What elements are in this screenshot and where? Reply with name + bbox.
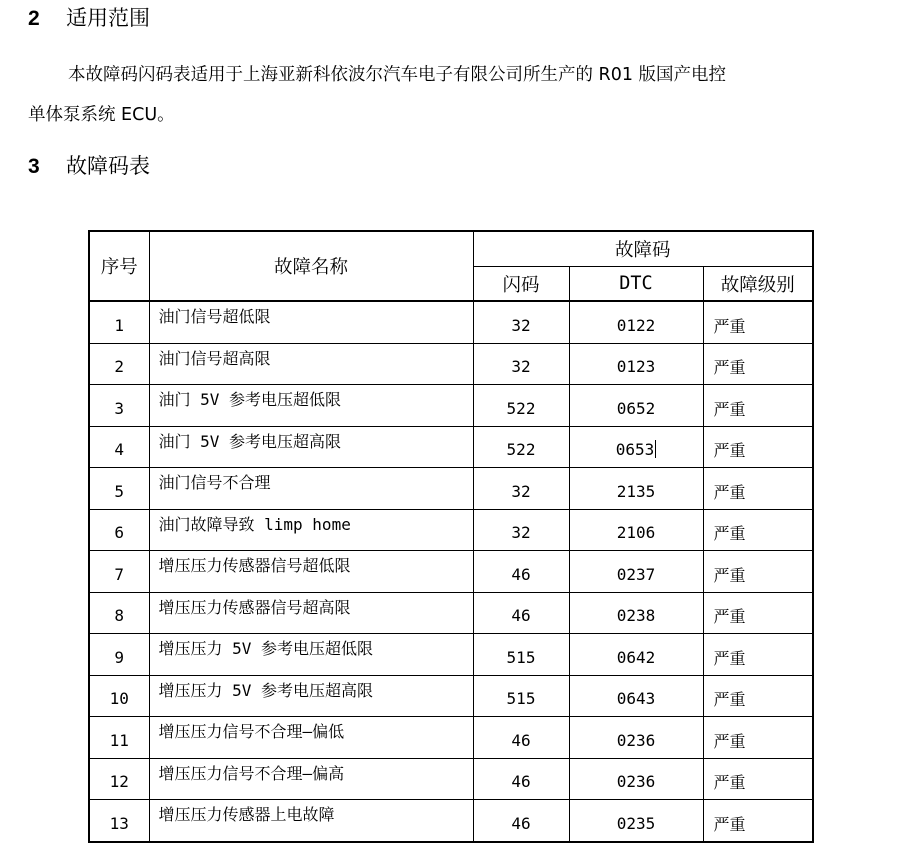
cell-seq-text: 1 [114, 315, 125, 335]
cell-fault-name [149, 675, 473, 717]
cell-seq [89, 301, 149, 343]
cell-dtc-text: 2106 [616, 523, 656, 543]
table-row [89, 385, 813, 427]
cell-flash-code-text: 515 [506, 647, 536, 667]
cell-fault-name-text: 油门信号超低限 [158, 307, 271, 326]
cell-seq-text: 5 [114, 481, 125, 501]
cell-fault-name [149, 592, 473, 634]
cell-fault-level-text: 严重 [713, 482, 746, 502]
cell-fault-name [149, 468, 473, 510]
cell-dtc [569, 343, 703, 385]
cell-fault-name [149, 634, 473, 676]
cell-fault-level [703, 343, 813, 385]
section-2-heading [28, 4, 150, 33]
cell-dtc-text: 0642 [616, 647, 656, 667]
cell-fault-level-text: 严重 [713, 399, 746, 419]
cell-dtc-text: 0236 [616, 772, 656, 792]
cell-fault-level-text: 严重 [713, 648, 746, 668]
cell-fault-level [703, 758, 813, 800]
cell-dtc-text: 0238 [616, 606, 656, 626]
cell-dtc-text: 0653 [615, 440, 655, 460]
cell-fault-name-text: 增压压力 5V 参考电压超低限 [158, 639, 374, 658]
cell-flash-code [473, 301, 569, 343]
table-row [89, 301, 813, 343]
table-row [89, 426, 813, 468]
cell-fault-name [149, 800, 473, 842]
header-code-group: 故障码 [473, 231, 813, 267]
cell-dtc [569, 426, 703, 468]
cell-dtc [569, 592, 703, 634]
cell-seq [89, 385, 149, 427]
cell-flash-code-text: 46 [511, 772, 531, 792]
cell-seq-text: 9 [114, 647, 125, 667]
cell-fault-level [703, 426, 813, 468]
cell-dtc-text: 0122 [616, 315, 656, 335]
cell-fault-level-text: 严重 [713, 773, 746, 793]
section-2-title: 适用范围 [66, 6, 150, 30]
cell-dtc-text: 0236 [616, 730, 656, 750]
cell-seq-text: 12 [109, 772, 129, 792]
cell-flash-code-text: 46 [511, 813, 531, 833]
cell-seq-text: 11 [109, 730, 129, 750]
cell-seq [89, 675, 149, 717]
cell-fault-name [149, 509, 473, 551]
section-3-heading [28, 152, 150, 181]
cell-flash-code-text: 32 [511, 315, 531, 335]
cell-dtc [569, 551, 703, 593]
cell-fault-name [149, 426, 473, 468]
cell-flash-code-text: 522 [506, 398, 536, 418]
cell-fault-name-text: 增压压力信号不合理—偏低 [158, 722, 345, 741]
cell-flash-code-text: 46 [511, 564, 531, 584]
cell-seq-text: 10 [109, 689, 129, 709]
section-3-number: 3 [28, 155, 40, 178]
header-level: 故障级别 [703, 267, 813, 302]
scope-paragraph-line-1: 本故障码闪码表适用于上海亚新科依波尔汽车电子有限公司所生产的 R01 版国产电控 [68, 65, 727, 85]
cell-dtc [569, 675, 703, 717]
cell-fault-level [703, 509, 813, 551]
cell-dtc [569, 509, 703, 551]
table-row [89, 509, 813, 551]
cell-flash-code [473, 675, 569, 717]
cell-fault-level-text: 严重 [713, 731, 746, 751]
cell-seq-text: 7 [114, 564, 125, 584]
table-row [89, 634, 813, 676]
cell-fault-name-text: 增压压力传感器信号超高限 [158, 597, 351, 617]
cell-fault-name [149, 551, 473, 593]
cell-seq [89, 800, 149, 842]
cell-dtc-text: 0237 [616, 564, 656, 584]
cell-seq [89, 592, 149, 634]
cell-flash-code-text: 46 [511, 730, 531, 750]
cell-flash-code [473, 343, 569, 385]
cell-fault-name [149, 717, 473, 759]
cell-dtc [569, 385, 703, 427]
cell-dtc [569, 634, 703, 676]
header-name: 故障名称 [149, 231, 473, 301]
cell-fault-name-text: 增压压力传感器信号超低限 [158, 556, 351, 575]
table-row [89, 800, 813, 842]
cell-seq [89, 426, 149, 468]
table-row [89, 717, 813, 759]
cell-seq [89, 468, 149, 510]
cell-dtc [569, 301, 703, 343]
cell-flash-code [473, 717, 569, 759]
cell-flash-code-text: 46 [511, 606, 531, 626]
cell-seq [89, 509, 149, 551]
table-row [89, 468, 813, 510]
cell-fault-name-text: 油门 5V 参考电压超低限 [158, 390, 342, 409]
cell-seq [89, 551, 149, 593]
cell-flash-code [473, 592, 569, 634]
cell-dtc [569, 468, 703, 510]
cell-flash-code [473, 551, 569, 593]
cell-flash-code [473, 800, 569, 842]
cell-fault-level [703, 675, 813, 717]
cell-fault-level-text: 严重 [713, 358, 746, 378]
cell-dtc [569, 758, 703, 800]
cell-flash-code [473, 385, 569, 427]
cell-flash-code [473, 426, 569, 468]
cell-flash-code [473, 468, 569, 510]
cell-seq-text: 4 [114, 440, 125, 460]
cell-seq-text: 3 [114, 398, 125, 418]
fault-code-table-wrapper [88, 230, 814, 843]
section-3-title: 故障码表 [66, 154, 150, 178]
cell-dtc-text: 0643 [616, 689, 656, 709]
header-seq: 序号 [89, 231, 149, 301]
fault-code-table-body [89, 301, 813, 842]
table-row [89, 758, 813, 800]
cell-seq [89, 343, 149, 385]
cell-flash-code-text: 515 [506, 689, 536, 709]
cell-fault-level-text: 严重 [713, 524, 746, 544]
cell-dtc-text: 0235 [616, 813, 656, 833]
cell-fault-level [703, 301, 813, 343]
cell-dtc-text: 0652 [616, 398, 656, 418]
cell-fault-name-text: 油门故障导致 limp home [158, 514, 351, 534]
table-row [89, 592, 813, 634]
cell-fault-level [703, 634, 813, 676]
cell-fault-level [703, 717, 813, 759]
cell-dtc [569, 717, 703, 759]
section-2-number: 2 [28, 7, 40, 30]
cell-dtc [569, 800, 703, 842]
cell-fault-name-text: 增压压力 5V 参考电压超高限 [158, 680, 374, 700]
header-dtc: DTC [569, 267, 703, 302]
cell-flash-code-text: 32 [511, 481, 531, 501]
cell-seq [89, 717, 149, 759]
cell-flash-code [473, 509, 569, 551]
cell-seq [89, 634, 149, 676]
cell-fault-level [703, 551, 813, 593]
text-cursor [655, 440, 656, 458]
cell-fault-name-text: 增压压力传感器上电故障 [158, 805, 335, 824]
fault-code-table [88, 230, 814, 843]
table-row [89, 675, 813, 717]
cell-fault-name [149, 758, 473, 800]
cell-flash-code-text: 522 [506, 440, 536, 460]
cell-fault-name-text: 增压压力信号不合理—偏高 [158, 763, 345, 783]
cell-fault-level [703, 592, 813, 634]
cell-fault-name-text: 油门信号超高限 [158, 348, 271, 368]
cell-seq-text: 13 [109, 813, 129, 833]
cell-fault-level-text: 严重 [713, 441, 746, 461]
cell-dtc-text: 0123 [616, 357, 656, 377]
cell-fault-level [703, 385, 813, 427]
table-row [89, 551, 813, 593]
cell-seq-text: 8 [114, 606, 125, 626]
cell-fault-level [703, 800, 813, 842]
cell-fault-name-text: 油门信号不合理 [158, 473, 271, 492]
cell-fault-level-text: 严重 [713, 607, 746, 627]
cell-flash-code [473, 634, 569, 676]
cell-fault-level-text: 严重 [713, 814, 746, 834]
cell-fault-name [149, 385, 473, 427]
cell-flash-code-text: 32 [511, 357, 531, 377]
header-flash: 闪码 [473, 267, 569, 302]
scope-paragraph-line-2: 单体泵系统 ECU。 [28, 105, 175, 125]
cell-seq [89, 758, 149, 800]
cell-fault-level-text: 严重 [713, 565, 746, 585]
cell-flash-code [473, 758, 569, 800]
cell-seq-text: 2 [114, 357, 125, 377]
cell-flash-code-text: 32 [511, 523, 531, 543]
cell-fault-level-text: 严重 [713, 690, 746, 710]
table-row [89, 343, 813, 385]
cell-dtc-text: 2135 [616, 481, 656, 501]
cell-seq-text: 6 [114, 523, 125, 543]
cell-fault-level [703, 468, 813, 510]
cell-fault-name [149, 343, 473, 385]
cell-fault-name-text: 油门 5V 参考电压超高限 [158, 431, 342, 451]
cell-fault-level-text: 严重 [713, 316, 746, 336]
cell-fault-name [149, 301, 473, 343]
